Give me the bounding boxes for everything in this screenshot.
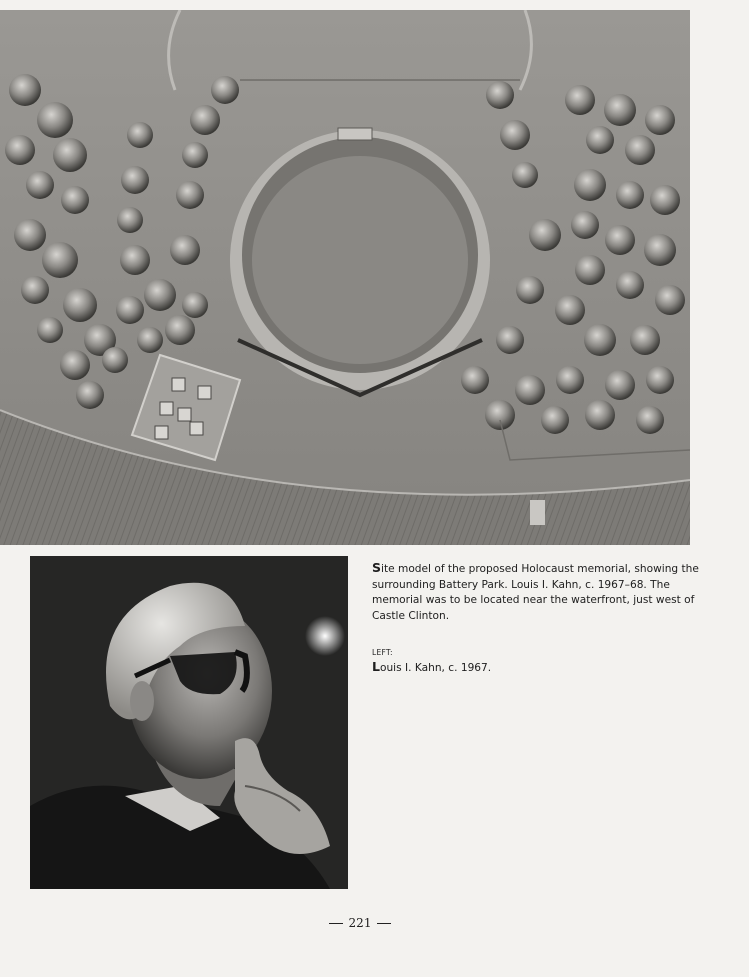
caption-position-label: LEFT:: [372, 648, 393, 657]
site-model-caption: [372, 560, 702, 624]
portrait-photo: [30, 556, 348, 889]
portrait-caption-initial: L: [372, 659, 380, 674]
site-model-caption-initial: S: [372, 560, 382, 575]
portrait-caption-text: ouis I. Kahn, c. 1967.: [379, 662, 492, 674]
page-number-dash-left: [329, 923, 343, 924]
site-model-caption-text: ite model of the proposed Holocaust memorial, showing the surrounding Battery Park. Louis I. Kahn, c. 1967–68. The memorial was to be located near the waterfront, just west of Castle Clinton.: [372, 563, 699, 622]
page-number-value: 221: [348, 916, 372, 930]
portrait-caption: [372, 659, 702, 677]
page-number-dash-right: [377, 923, 391, 924]
page-number: [0, 916, 720, 930]
site-model-photo: [0, 10, 690, 545]
